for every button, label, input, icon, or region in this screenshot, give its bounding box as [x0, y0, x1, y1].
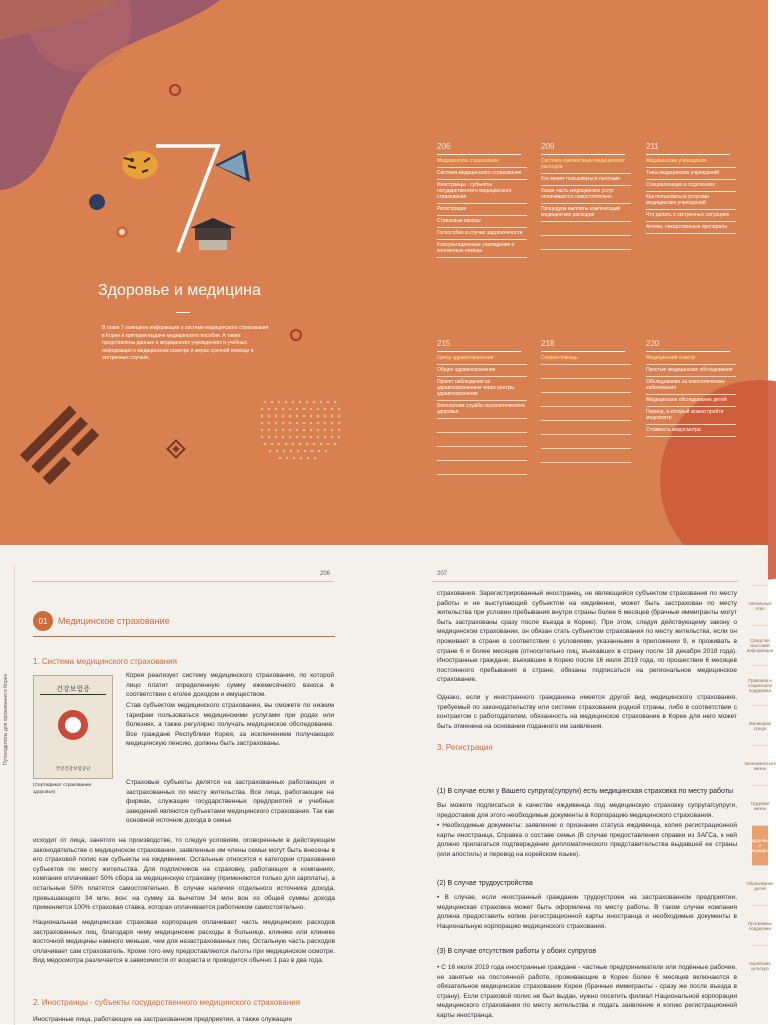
toc-empty-line [437, 419, 527, 433]
toc-item[interactable]: Какая часть медицинских услуг оплачивается самостоятельно [541, 186, 631, 204]
toc-empty-line [437, 447, 527, 461]
subsection-title: 2. Иностранцы - субъекты государственного медицинского страхования [33, 998, 301, 1007]
card-korean-footer: 국민건강보험공단 [55, 766, 91, 771]
side-tab[interactable]: Программы поддержки [752, 905, 768, 945]
toc-empty-line [541, 379, 631, 393]
section-rule [33, 636, 335, 637]
toc-page-number: 209 [541, 142, 625, 155]
paragraph: Став субъектом медицинского страхования, вы сможете по низким тарифам пользоваться медицинскими услугами при родах или болезнях, а также регулярно получать медицинское обследование. Все граждане Республики Корея, за исключением получающих медицинскую пенсию, должны быть застрахованы. [126, 702, 334, 748]
toc-item[interactable]: Специализация в отделениях [646, 180, 736, 192]
toc-page-number: 206 [437, 142, 521, 155]
title-divider [176, 312, 190, 313]
toc-item[interactable]: Бесплатная служба психологического здоровья [437, 401, 527, 419]
paragraph: Иностранные лица, работающие на застрахованном предприятии, а также служащие [33, 1016, 293, 1023]
toc-item[interactable]: Стоимость медосмотра [646, 425, 736, 437]
toc-page-number: 211 [646, 142, 730, 155]
toc-list-209 [541, 156, 631, 250]
toc-item[interactable]: Процедура выплаты компенсаций медицинских расходов [541, 204, 631, 222]
toc-list-215 [437, 353, 527, 475]
toc-item[interactable]: Период, в который можно пройти медосмотр [646, 407, 736, 425]
text-spread [0, 545, 776, 1024]
toc-item[interactable]: Общее здравоохранение [437, 365, 527, 377]
toc-list-218 [541, 353, 631, 463]
toc-item[interactable]: Типы медицинских учреждений [646, 168, 736, 180]
side-tab-active[interactable]: Здоровье и медицина [752, 825, 768, 865]
toc-empty-line [541, 236, 631, 250]
toc-item[interactable]: Проект наблюдения за здравоохранением через центры здравоохранения [437, 377, 527, 401]
toc-item-heading[interactable]: Медицинские учреждения [646, 156, 736, 168]
toc-item[interactable]: Иностранцы - субъекты государственного медицинского страхования [437, 180, 527, 204]
section-title: Медицинское страхование [58, 616, 170, 626]
paragraph: Корея реализует систему медицинского страхования, по которой лицо платит определенную сумму ежемесячного взноса в соответствии с его/ее доходом и имуществом. [126, 672, 334, 699]
section-number-badge: 01 [33, 611, 53, 631]
toc-list-211 [646, 156, 736, 234]
card-korean-title: 건강보험증 [40, 684, 106, 695]
paragraph: страхования. Зарегистрированный иностранец, не являющийся субъектом страхования по месту работы и не выступающий субъектом на иждивении, может быть застрахован по месту жительства при условии пребывания внутри страны более 6 месяцев (брачные иммигранты могут быть застрахованы сразу после въезда в Корею). При этом, следуя действующему закону о медицинском страховании, он обязан стать субъектом страхования по месту жительства, если он проживает в стране в соответствии с условиями, указанными в приложении 9, и проживать в стране 6 и более месяцев (относительно лиц, въехавших в страну после 18 декабря 2018 года). Иностранные граждане, въехавшие в Корею после 16 июля 2019 года, по прошествии 6 месяцев постоянного пребывания в стране, обязаны подписаться на региональное медицинское страхование. [437, 590, 737, 684]
case-title: (2) В случае трудоустройства [437, 880, 533, 887]
card-emblem-heart [65, 717, 81, 733]
side-tab[interactable]: Средства массовой информации [752, 625, 768, 665]
bullet-item: • С 16 июля 2019 года иностранные граждане - частные предприниматели или подённые рабочие, не занятые на постоянной работе, проживающие в Корее более 6 месяцев включаются в обязательное медицинское страхование Кореи (брачные иммигранты - сразу же после въезда в страну). Если страховой полис не был выдан, нужно посетить филиал Национальной корпорации медицинского страхования по месту жительства и подать заявление и копию регистрационной карты иностранца. [437, 964, 737, 1019]
toc-list-206 [437, 156, 527, 258]
side-tab[interactable]: Экономическая жизнь [752, 745, 768, 785]
chapter-intro: В главе 7 освещена информация о системе медицинского страхования в Корее и критерии выдачи медицинского пособия. А также представлены данные о медицинских учреждениях и учебных информация о медицинском осмотре и мерах срочной помощи в экстренных случаях. [102, 325, 269, 361]
toc-list-220 [646, 353, 736, 437]
toc-item[interactable]: Как пользоваться услугами медицинских учреждений [646, 192, 736, 210]
toc-page-number: 218 [541, 339, 625, 352]
page-number-right: 207 [437, 571, 448, 577]
toc-page-number: 215 [437, 339, 521, 352]
toc-item-heading[interactable]: Скорая помощь [541, 353, 631, 365]
side-tab[interactable]: Начальный этап [752, 585, 768, 625]
subsection-title: 1. Система медицинского страхования [33, 657, 177, 666]
dot-pattern [261, 401, 341, 460]
toc-item[interactable]: Кто может пользоваться льготами [541, 174, 631, 186]
side-tab[interactable]: Корейская культура [752, 945, 768, 985]
subsection-title: 3. Регистрация [437, 743, 493, 752]
insurance-card-image [33, 675, 113, 779]
toc-empty-line [541, 421, 631, 435]
toc-item[interactable]: Простые медицинские обследования [646, 365, 736, 377]
page-number-left: 206 [320, 571, 331, 577]
running-head: Путеводитель для проживания в Корее [3, 673, 9, 765]
bullet-item: • В случае, если иностранный гражданин трудоустроен на застрахованном предприятии, медицинская страховка может быть оформлена по месту работы. В таком случае компания должна предоставить копию регистрационной карты иностранца и необходимые документы в Национальную корпорацию медицинского страхования. [437, 894, 737, 930]
toc-item-heading[interactable]: Медицинское страхование [437, 156, 527, 168]
toc-item[interactable]: Консультационные учреждения и контактные номера [437, 240, 527, 258]
toc-empty-line [437, 461, 527, 475]
bullet-item: • Необходимые документы: заявление о признании статуса иждивенца, копия регистрационной карты иностранца, Справка о составе семьи (В случае предоставления справки из ЗАГСа, к ней должно прилагаться подтверждение дипломатического представительства выдавшей ее страны (или апостиль) и перевод на корейском языке). [437, 822, 737, 858]
side-tab[interactable]: Жилищная среда [752, 705, 768, 745]
toc-item[interactable]: Что делать в экстренных ситуациях [646, 210, 736, 222]
paragraph: Однако, если у иностранного гражданина имеется другой вид медицинского страхования, требуемый по законодательству или системе страхования родной страны, либо в соответствии с контрактом с работодателем, обязанность на медицинское страхование в Корее для него может быть отменена на основании поданного им заявления. [437, 694, 737, 730]
toc-item[interactable]: Система медицинского страхования [437, 168, 527, 180]
header-rule-right [432, 581, 738, 582]
toc-empty-line [541, 393, 631, 407]
chapter-title: Здоровье и медицина [98, 282, 261, 299]
toc-item[interactable]: Обследование на онкологические заболевания [646, 377, 736, 395]
toc-empty-line [541, 365, 631, 379]
toc-empty-line [541, 449, 631, 463]
trigram-bars [20, 406, 99, 485]
case-title: (1) В случае если у Вашего супруга(супруги) есть медицинская страховка по месту работы [437, 788, 734, 795]
toc-item[interactable]: Страховые взносы [437, 216, 527, 228]
paragraph: Страховые субъекты делятся на застрахованных работающих и застрахованных по месту жительства. Все лица, работающие на фирмах, служащие государственных предприятий и учебных заведений являются субъектами медицинского страхования. Так как основной источник дохода в семье [126, 779, 334, 825]
toc-page-number: 220 [646, 339, 730, 352]
toc-item-heading[interactable]: Система компенсации медицинских расходов [541, 156, 631, 174]
toc-empty-line [541, 407, 631, 421]
paragraph: Национальная медицинская страховая корпорация оплачивает часть медицинских расходов застрахованных лиц, благодаря чему медицинские расходы в больнице, клинике или клинике восточной медицины намного меньше, чем для незастрахованных лиц. Остальную часть расходов оплачивает сам страхователь. Кроме того ему предоставляются льготы при медицинском осмотре. Вид медосмотра различается в зависимости от возраста и проводится обычно 1 раз в два года. [33, 919, 335, 965]
paragraph: Вы можете подписаться в качестве иждивенца под медицинскую страховку супруга/супруги, предоставив для этого необходимые документы в Корпорацию медицинского страхования. [437, 802, 737, 819]
toc-item-heading[interactable]: Центр здравоохранения [437, 353, 527, 365]
toc-empty-line [541, 435, 631, 449]
side-tab[interactable]: Правовая и социальная поддержка [752, 665, 768, 705]
toc-empty-line [541, 222, 631, 236]
header-rule-left [32, 581, 334, 582]
chapter-number-seven [148, 140, 228, 260]
toc-item[interactable]: Аптеки, лекарственные препараты [646, 222, 736, 234]
image-caption: (Сертификат страхования здоровья) [33, 783, 92, 795]
toc-item[interactable]: Регистрация [437, 204, 527, 216]
side-tab[interactable]: Трудовая жизнь [752, 785, 768, 825]
toc-empty-line [437, 433, 527, 447]
toc-item[interactable]: Медицинское обследование детей [646, 395, 736, 407]
margin-rule [14, 565, 15, 1025]
side-tab[interactable]: Образование детей [752, 865, 768, 905]
case-title: (3) В случае отсутствия работы у обоих супругов [437, 948, 597, 955]
paragraph: исходит от лица, занятого на производстве, то следуя условиям, оговоренным в действующем законодательстве о медицинском страховании, заявленные им члены семьи могут быть внесены в его страховой полис как субъекты на иждивении. Остальные относятся к категории страхования субъектов по месту жительства. Для подписчиков на страховку, работающих в компаниях, компания оплачивает 50% сбора за медицинскую страховку (применяются только для зарплаты), а остальные 50% платятся самостоятельно. В случае наличия отдельного источника дохода, превышающего 34 млн. вон: на сумму за вычетом 34 млн вон из общей суммы дохода применяется 100% страховая ставка, которая оплачивается работником самостоятельно. [33, 837, 335, 912]
toc-item-heading[interactable]: Медицинский осмотр [646, 353, 736, 365]
toc-item[interactable]: Госпособие в случае задолженности [437, 228, 527, 240]
